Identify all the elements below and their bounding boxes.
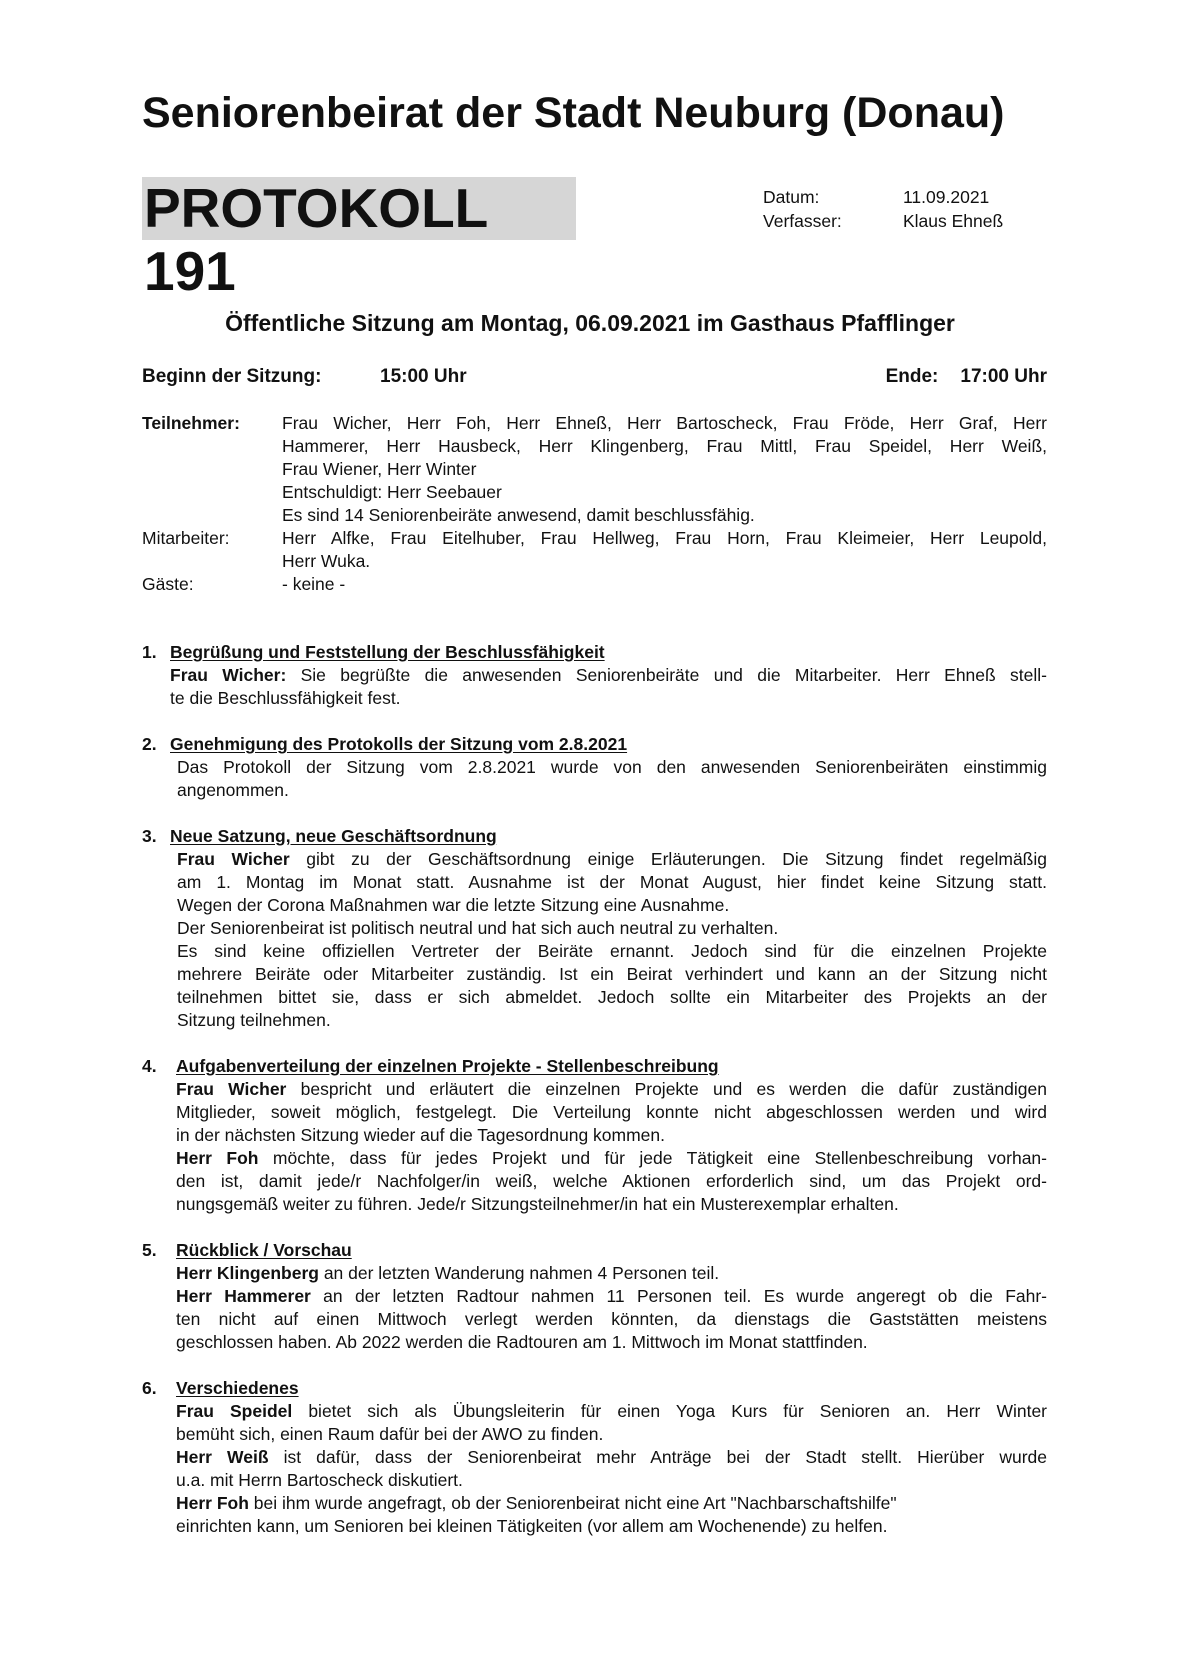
body-text: Wegen der Corona Maßnahmen war die letzte Sitzung eine Ausnahme. <box>177 895 730 915</box>
body-line <box>170 687 1047 710</box>
agenda-item-body <box>142 756 1047 802</box>
body-line <box>177 848 1047 871</box>
agenda-item <box>142 641 1047 710</box>
body-line <box>176 1469 1047 1492</box>
agenda-item-body <box>142 1078 1047 1216</box>
date-row <box>763 185 1063 209</box>
body-line <box>177 917 1047 940</box>
agenda-item-heading <box>142 641 1047 664</box>
body-line <box>176 1193 1047 1216</box>
agenda-item-body <box>142 848 1047 1032</box>
body-text: teilnehmen bittet sie, dass er sich abmeldet. Jedoch sollte ein Mitarbeiter des Projekts an der <box>177 987 1047 1007</box>
body-line <box>176 1446 1047 1469</box>
protocol-title: PROTOKOLL 191 <box>142 177 576 240</box>
body-text: Sie begrüßte die anwesenden Seniorenbeiräte und die Mitarbeiter. Herr Ehneß stell- <box>286 665 1047 685</box>
body-line <box>177 756 1047 779</box>
participants-line: Hammerer, Herr Hausbeck, Herr Klingenberg, Frau Mittl, Frau Speidel, Herr Weiß, <box>282 436 1047 456</box>
body-text: geschlossen haben. Ab 2022 werden die Radtouren am 1. Mittwoch im Monat stattfinden. <box>176 1332 868 1352</box>
guests-label: Gäste: <box>142 574 194 594</box>
date-label: Datum: <box>763 187 820 207</box>
agenda-item-number: 2. <box>142 734 157 754</box>
agenda-item-heading <box>142 733 1047 756</box>
body-line <box>177 1009 1047 1032</box>
body-text: an der letzten Radtour nahmen 11 Personen teil. Es wurde angeregt ob die Fahr- <box>310 1286 1047 1306</box>
speaker-name: Frau Wicher <box>177 849 290 869</box>
participants-line: Frau Wicher, Herr Foh, Herr Ehneß, Herr Bartoscheck, Frau Fröde, Herr Graf, Herr <box>282 413 1047 433</box>
agenda-item <box>142 1239 1047 1354</box>
date-value: 11.09.2021 <box>903 187 990 207</box>
agenda-item-number: 5. <box>142 1240 157 1260</box>
body-text: einrichten kann, um Senioren bei kleinen Tätigkeiten (vor allem am Wochenende) zu helfen. <box>176 1516 888 1536</box>
body-text: Es sind keine offiziellen Vertreter der Beiräte ernannt. Jedoch sind für die einzelnen Projekte <box>177 941 1047 961</box>
speaker-name: Herr Klingenberg <box>176 1263 319 1283</box>
speaker-name: Frau Wicher <box>176 1079 287 1099</box>
speaker-name: Herr Foh <box>176 1493 249 1513</box>
staff-label: Mitarbeiter: <box>142 528 230 548</box>
staff-row <box>142 527 1047 573</box>
protocol-meta <box>763 185 1063 233</box>
author-value: Klaus Ehneß <box>903 211 1004 231</box>
body-text: Das Protokoll der Sitzung vom 2.8.2021 wurde von den anwesenden Seniorenbeiräten einstimmig <box>177 757 1047 777</box>
agenda-item <box>142 825 1047 1032</box>
body-text: bespricht und erläutert die einzelnen Projekte und es werden die dafür zuständigen <box>286 1079 1047 1099</box>
body-line <box>177 986 1047 1009</box>
body-text: Der Seniorenbeirat ist politisch neutral und hat sich auch neutral zu verhalten. <box>177 918 779 938</box>
participants-line: Frau Wiener, Herr Winter <box>282 459 477 479</box>
end-label: Ende: <box>885 366 939 387</box>
body-text: mehrere Beiräte oder Mitarbeiter zuständig. Ist ein Beirat verhindert und kann an der Sitzung nicht <box>177 964 1047 984</box>
body-line <box>177 940 1047 963</box>
body-text: Sitzung teilnehmen. <box>177 1010 331 1030</box>
body-text: te die Beschlussfähigkeit fest. <box>170 688 401 708</box>
agenda-item <box>142 1377 1047 1538</box>
speaker-name: Frau Speidel <box>176 1401 293 1421</box>
body-line <box>176 1423 1047 1446</box>
participants-block <box>142 412 1047 596</box>
participants-list <box>282 412 1047 527</box>
body-text: an der letzten Wanderung nahmen 4 Personen teil. <box>318 1263 720 1283</box>
body-text: gibt zu der Geschäftsordnung einige Erläuterungen. Die Sitzung findet regelmäßig <box>289 849 1047 869</box>
body-text: am 1. Montag im Monat statt. Ausnahme ist der Monat August, hier findet keine Sitzung statt. <box>177 872 1047 892</box>
body-text: Mitglieder, soweit möglich, festgelegt. Die Verteilung konnte nicht abgeschlossen werden und wird <box>176 1102 1047 1122</box>
body-text: in der nächsten Sitzung wieder auf die Tagesordnung kommen. <box>176 1125 666 1145</box>
agenda-item-number: 3. <box>142 826 157 846</box>
body-line <box>177 894 1047 917</box>
speaker-name: Herr Hammerer <box>176 1286 311 1306</box>
body-line <box>176 1331 1047 1354</box>
agenda-item-title: Neue Satzung, neue Geschäftsordnung <box>170 826 497 846</box>
agenda-item-title: Genehmigung des Protokolls der Sitzung vom 2.8.2021 <box>170 734 628 754</box>
author-row <box>763 209 1063 233</box>
body-line <box>176 1308 1047 1331</box>
speaker-name: Herr Foh <box>176 1148 259 1168</box>
excused-line: Entschuldigt: Herr Seebauer <box>282 482 502 502</box>
guests-value: - keine - <box>282 574 346 594</box>
agenda-item-body <box>142 664 1047 710</box>
end-time <box>886 364 1047 390</box>
end-value: 17:00 Uhr <box>960 366 1047 387</box>
start-label: Beginn der Sitzung: <box>142 366 322 387</box>
participants-row <box>142 412 1047 527</box>
guests-row <box>142 573 1047 596</box>
agenda-item-body <box>142 1262 1047 1354</box>
agenda-item <box>142 1055 1047 1216</box>
participants-label: Teilnehmer: <box>142 413 240 433</box>
body-line <box>176 1124 1047 1147</box>
agenda-item-title: Aufgabenverteilung der einzelnen Projekte - Stellenbeschreibung <box>176 1056 719 1076</box>
body-line <box>176 1400 1047 1423</box>
body-text: ten nicht auf einen Mittwoch verlegt werden könnten, da dienstags die Gaststätten meistens <box>176 1309 1047 1329</box>
agenda-item-heading <box>142 825 1047 848</box>
body-line <box>177 779 1047 802</box>
body-text: bemüht sich, einen Raum dafür bei der AWO zu finden. <box>176 1424 604 1444</box>
body-line <box>176 1101 1047 1124</box>
agenda-item <box>142 733 1047 802</box>
body-line <box>176 1285 1047 1308</box>
session-title: Öffentliche Sitzung am Montag, 06.09.2021 im Gasthaus Pfafflinger <box>225 310 955 336</box>
agenda-item-heading <box>142 1239 1047 1262</box>
body-line <box>176 1262 1047 1285</box>
body-line <box>177 963 1047 986</box>
agenda-item-heading <box>142 1055 1047 1078</box>
agenda-item-number: 1. <box>142 642 157 662</box>
body-line <box>176 1515 1047 1538</box>
body-line <box>176 1078 1047 1101</box>
body-text: den ist, damit jede/r Nachfolger/in weiß, welche Aktionen erforderlich sind, um das Projekt ord- <box>176 1171 1047 1191</box>
agenda-item-title: Begrüßung und Feststellung der Beschlussfähigkeit <box>170 642 605 662</box>
agenda-item-body <box>142 1400 1047 1538</box>
agenda-item-number: 6. <box>142 1378 157 1398</box>
organization-title: Seniorenbeirat der Stadt Neuburg (Donau) <box>142 89 1005 137</box>
agenda-items <box>142 641 1047 1561</box>
quorum-line: Es sind 14 Seniorenbeiräte anwesend, damit beschlussfähig. <box>282 505 755 525</box>
agenda-item-title: Verschiedenes <box>176 1378 299 1398</box>
body-text: nungsgemäß weiter zu führen. Jede/r Sitzungsteilnehmer/in hat ein Musterexemplar erhalten. <box>176 1194 899 1214</box>
body-text: u.a. mit Herrn Bartoscheck diskutiert. <box>176 1470 463 1490</box>
body-text: angenommen. <box>177 780 289 800</box>
body-text: ist dafür, dass der Seniorenbeirat mehr Anträge bei der Stadt stellt. Hierüber wurde <box>268 1447 1048 1467</box>
speaker-name: Frau Wicher: <box>170 665 287 685</box>
agenda-item-heading <box>142 1377 1047 1400</box>
author-label: Verfasser: <box>763 211 842 231</box>
agenda-item-number: 4. <box>142 1056 157 1076</box>
body-line <box>176 1492 1047 1515</box>
body-text: möchte, dass für jedes Projekt und für jede Tätigkeit eine Stellenbeschreibung vorhan- <box>258 1148 1047 1168</box>
staff-line: Herr Alfke, Frau Eitelhuber, Frau Hellweg, Frau Horn, Frau Kleimeier, Herr Leupold, <box>282 528 1047 548</box>
start-value: 15:00 Uhr <box>380 366 467 387</box>
body-line <box>177 871 1047 894</box>
body-text: bietet sich als Übungsleiterin für einen Yoga Kurs für Senioren an. Herr Winter <box>292 1401 1048 1421</box>
body-line <box>170 664 1047 687</box>
body-line <box>176 1147 1047 1170</box>
body-line <box>176 1170 1047 1193</box>
speaker-name: Herr Weiß <box>176 1447 269 1467</box>
body-text: bei ihm wurde angefragt, ob der Seniorenbeirat nicht eine Art "Nachbarschaftshilfe" <box>248 1493 897 1513</box>
staff-list <box>282 527 1047 573</box>
agenda-item-title: Rückblick / Vorschau <box>176 1240 352 1260</box>
staff-line: Herr Wuka. <box>282 551 371 571</box>
